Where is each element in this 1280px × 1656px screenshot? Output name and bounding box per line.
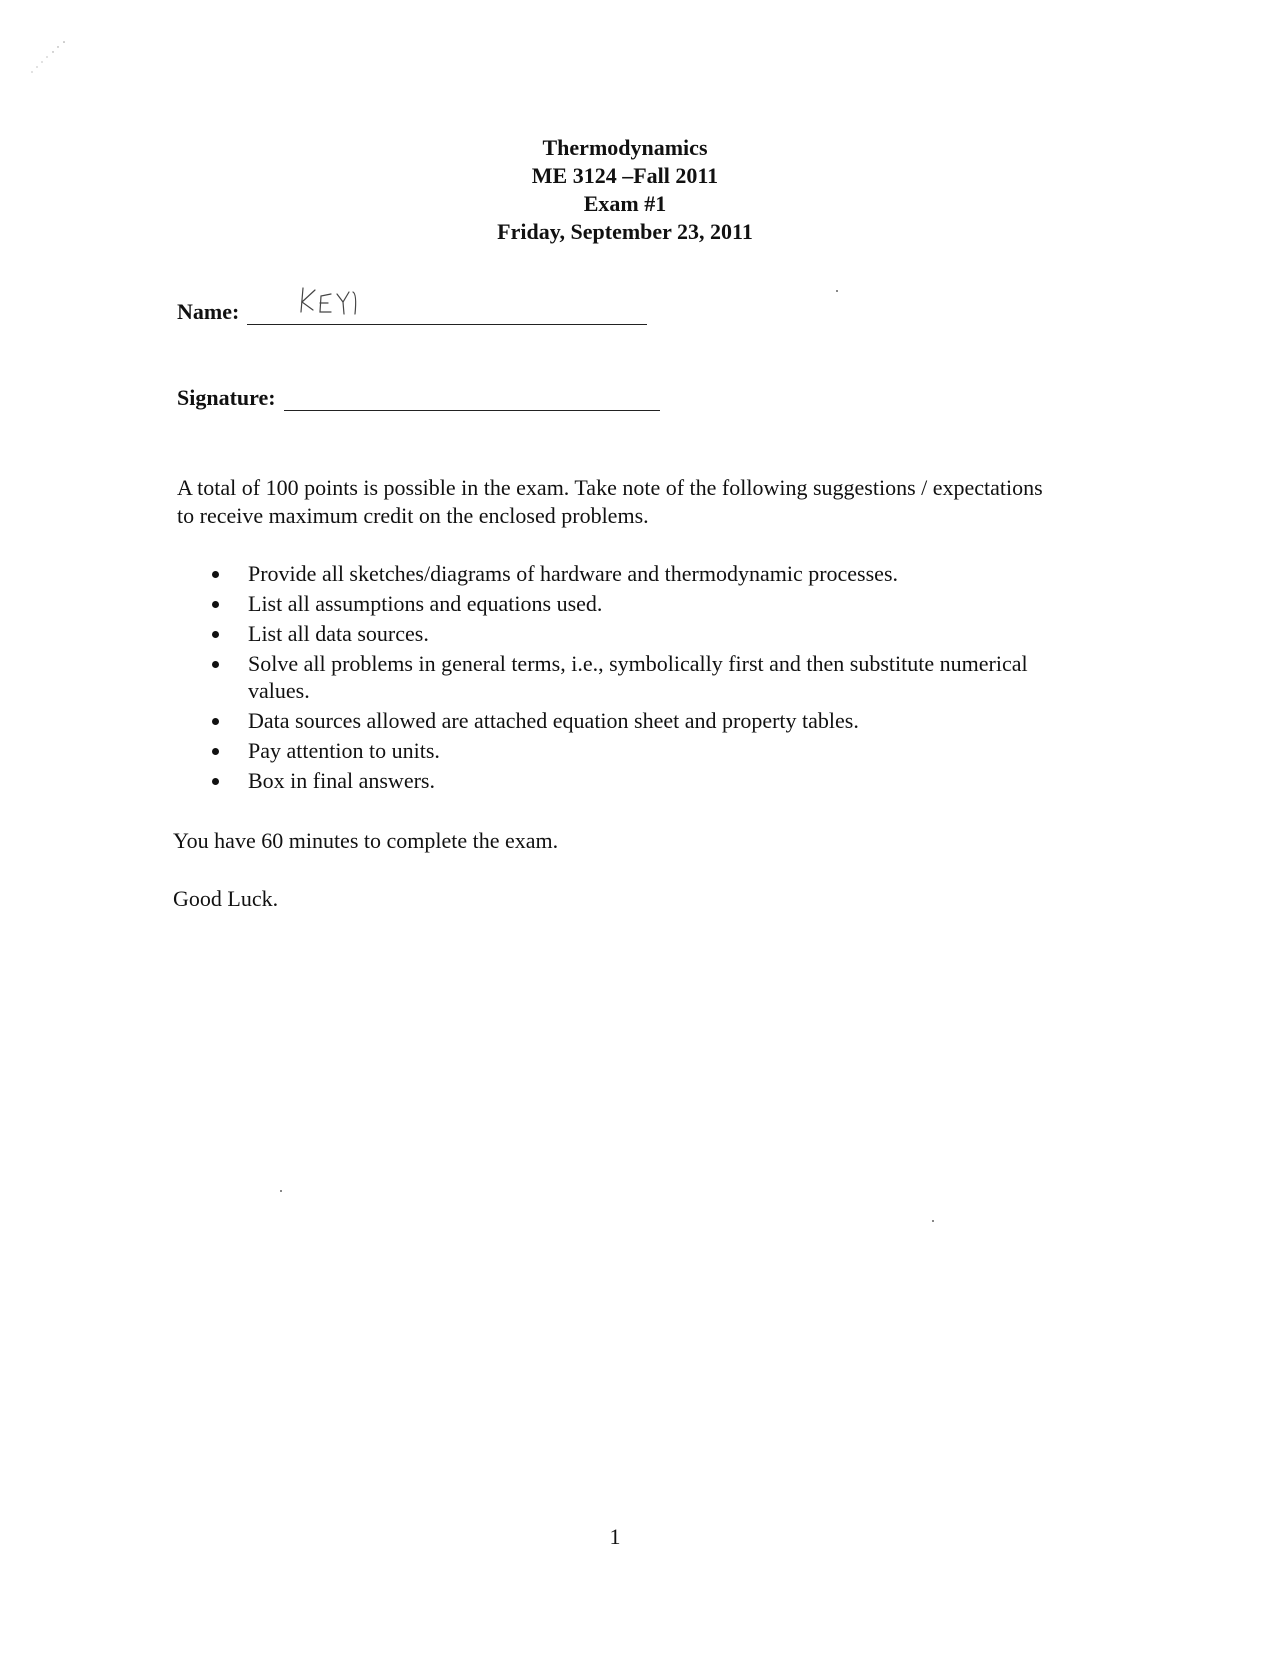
exam-header [0, 134, 1250, 246]
signature-line[interactable] [284, 380, 660, 411]
signature-field [177, 380, 660, 411]
handwritten-key [297, 284, 367, 320]
scan-speck [280, 1190, 282, 1192]
instructions-list [210, 560, 1060, 797]
bullet-icon [212, 748, 219, 755]
name-label: Name: [177, 299, 240, 324]
list-item: List all data sources. [210, 620, 1060, 647]
exam-number: Exam #1 [583, 191, 667, 216]
bullet-icon [212, 631, 219, 638]
list-item: List all assumptions and equations used. [210, 590, 1060, 617]
closing-note: Good Luck. [173, 886, 279, 911]
list-item: Provide all sketches/diagrams of hardware and thermodynamic processes. [210, 560, 1060, 587]
page-number: 1 [609, 1524, 621, 1549]
scan-speck [932, 1220, 934, 1222]
list-item: Box in final answers. [210, 767, 1060, 794]
list-item: Solve all problems in general terms, i.e., symbolically first and then substitute numerical values. [210, 650, 1060, 704]
scan-artifact [28, 40, 68, 76]
time-limit-note: You have 60 minutes to complete the exam. [173, 828, 559, 853]
name-field [177, 294, 647, 325]
exam-date: Friday, September 23, 2011 [497, 219, 753, 244]
bullet-icon [212, 778, 219, 785]
signature-label: Signature: [177, 385, 276, 410]
bullet-icon [212, 718, 219, 725]
scan-speck [836, 290, 838, 292]
list-item: Data sources allowed are attached equation sheet and property tables. [210, 707, 1060, 734]
name-line[interactable] [247, 294, 647, 325]
bullet-icon [212, 661, 219, 668]
course-code: ME 3124 –Fall 2011 [531, 163, 719, 188]
bullet-icon [212, 571, 219, 578]
bullet-icon [212, 601, 219, 608]
list-item: Pay attention to units. [210, 737, 1060, 764]
exam-title: Thermodynamics [542, 135, 708, 160]
instructions-intro: A total of 100 points is possible in the exam. Take note of the following suggestions / expectations to receive maximum credit on the enclosed problems. [177, 475, 1043, 528]
